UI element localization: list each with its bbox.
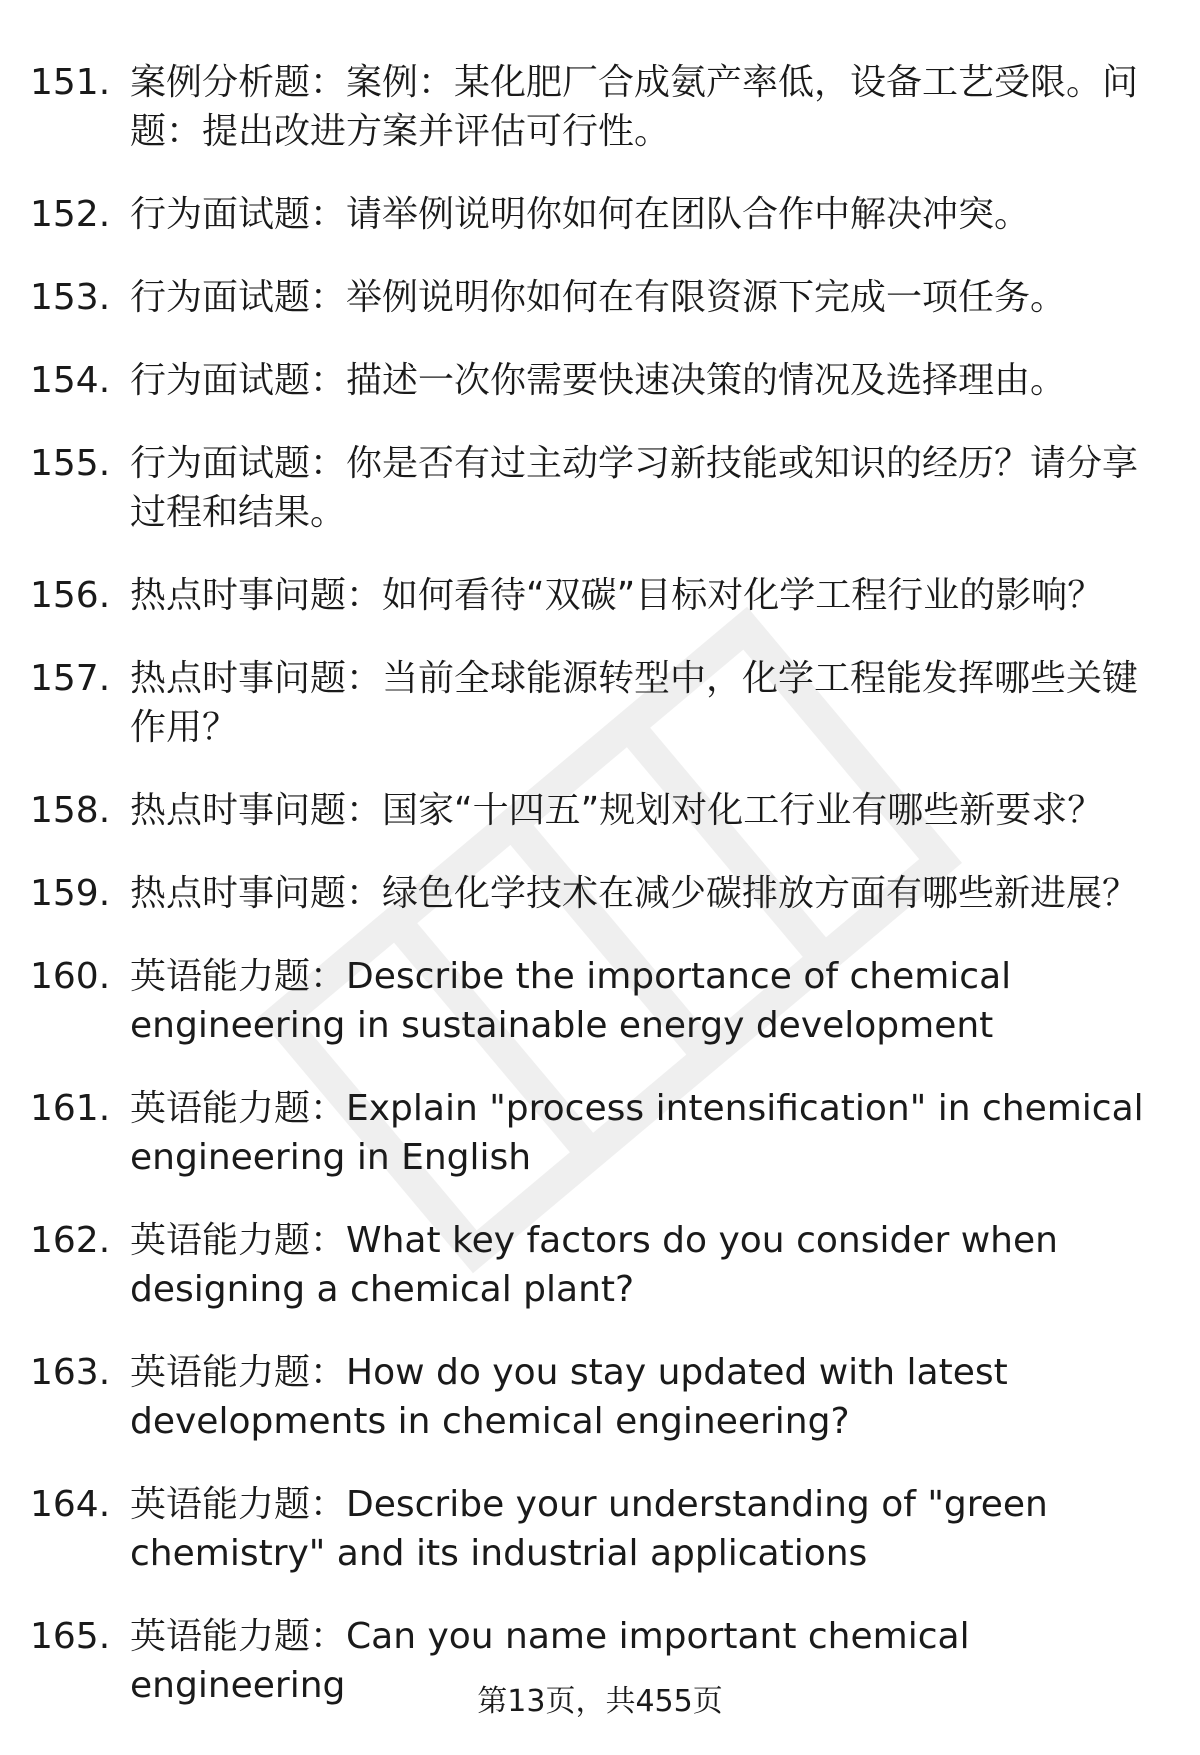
question-item <box>30 952 1170 1050</box>
question-item <box>30 654 1170 752</box>
page-footer: 第13页，共455页 <box>477 1684 723 1719</box>
question-item <box>30 1480 1170 1578</box>
question-item <box>30 1348 1170 1446</box>
question-number: 154. <box>30 360 111 401</box>
question-text: 案例分析题：案例：某化肥厂合成氨产率低，设备工艺受限。问题：提出改进方案并评估可行性。 <box>130 62 1139 152</box>
question-text: 英语能力题：Describe the importance of chemical engineering in sustainable energy development <box>130 956 1012 1046</box>
question-text: 热点时事问题：如何看待“双碳”目标对化学工程行业的影响？ <box>130 575 1104 616</box>
question-number: 156. <box>30 575 111 616</box>
question-text: 行为面试题：描述一次你需要快速决策的情况及选择理由。 <box>130 360 1067 401</box>
question-text: 英语能力题：What key factors do you consider when designing a chemical plant? <box>130 1220 1058 1310</box>
question-number: 159. <box>30 873 111 914</box>
question-number: 162. <box>30 1220 111 1261</box>
question-number: 153. <box>30 277 111 318</box>
question-item <box>30 356 1170 405</box>
question-number: 151. <box>30 62 111 103</box>
question-text: 行为面试题：举例说明你如何在有限资源下完成一项任务。 <box>130 277 1067 318</box>
question-number: 161. <box>30 1088 111 1129</box>
question-item <box>30 58 1170 156</box>
question-list <box>30 58 1170 1744</box>
question-number: 155. <box>30 443 111 484</box>
question-item <box>30 1084 1170 1182</box>
question-text: 英语能力题：Describe your understanding of "green chemistry" and its industrial applications <box>130 1484 1048 1574</box>
question-number: 152. <box>30 194 111 235</box>
question-text: 英语能力题：Explain "process intensification" in chemical engineering in English <box>130 1088 1144 1178</box>
question-text: 热点时事问题：国家“十四五”规划对化工行业有哪些新要求？ <box>130 790 1104 831</box>
question-number: 157. <box>30 658 111 699</box>
question-item <box>30 439 1170 537</box>
question-text: 英语能力题：How do you stay updated with latest developments in chemical engineering? <box>130 1352 1008 1442</box>
question-text: 英语能力题：Can you name important chemical engineering <box>130 1616 970 1706</box>
question-number: 163. <box>30 1352 111 1393</box>
question-item <box>30 571 1170 620</box>
question-number: 165. <box>30 1616 111 1657</box>
question-text: 行为面试题：你是否有过主动学习新技能或知识的经历？请分享过程和结果。 <box>130 443 1139 533</box>
question-item <box>30 869 1170 918</box>
question-item <box>30 786 1170 835</box>
question-text: 热点时事问题：当前全球能源转型中，化学工程能发挥哪些关键作用？ <box>130 658 1139 748</box>
question-number: 160. <box>30 956 111 997</box>
question-number: 158. <box>30 790 111 831</box>
question-item <box>30 1216 1170 1314</box>
question-text: 热点时事问题：绿色化学技术在减少碳排放方面有哪些新进展？ <box>130 873 1139 914</box>
question-item <box>30 190 1170 239</box>
question-item <box>30 273 1170 322</box>
question-number: 164. <box>30 1484 111 1525</box>
question-text: 行为面试题：请举例说明你如何在团队合作中解决冲突。 <box>130 194 1031 235</box>
